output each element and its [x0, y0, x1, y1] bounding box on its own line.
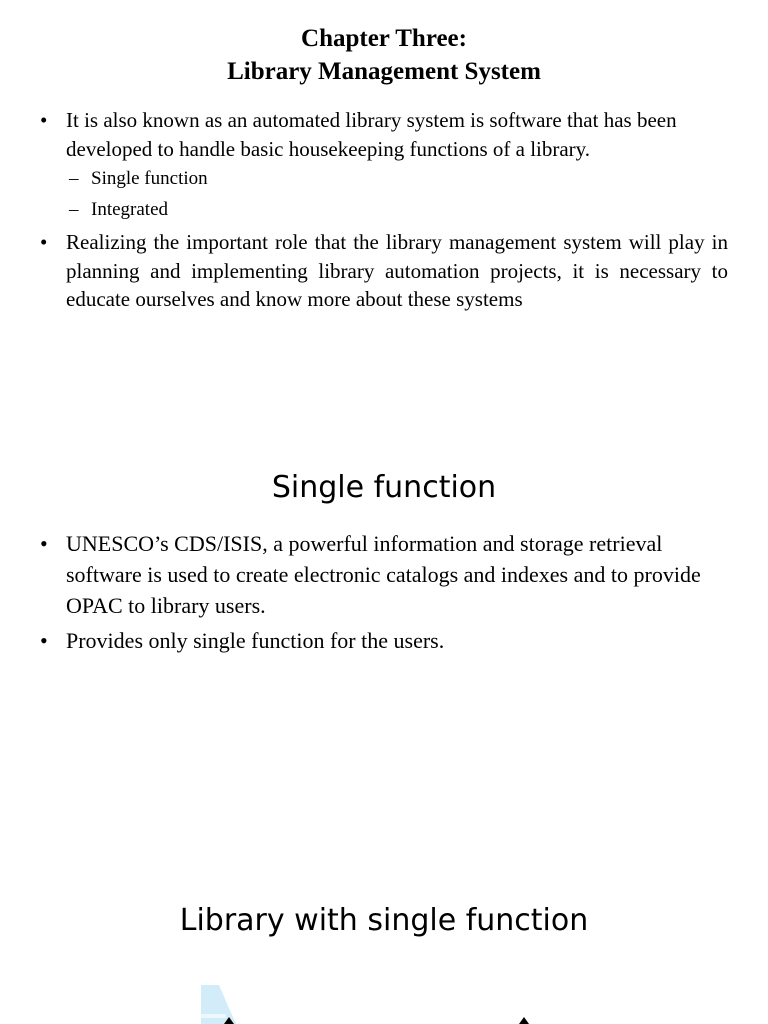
- sub-bullet-text: Single function: [91, 168, 208, 189]
- slide-2-bullet-list: [40, 528, 728, 660]
- bullet-text: It is also known as an automated library system is software that has been developed to handle basic housekeeping functions of a library.: [66, 108, 677, 161]
- library-single-function-heading: Library with single function: [179, 903, 589, 938]
- bullet-marker: •: [40, 628, 48, 653]
- bullet-item: [40, 625, 728, 656]
- dash-marker: –: [69, 199, 79, 220]
- bullet-text: Realizing the important role that the library management system will play in planning and implementing library automation projects, it is necessary to educate ourselves and know more about these systems: [66, 230, 728, 311]
- chapter-title-line-2: Library Management System: [227, 58, 541, 85]
- dash-marker: –: [69, 168, 79, 189]
- bullet-text: UNESCO’s CDS/ISIS, a powerful information and storage retrieval software is used to create electronic catalogs and indexes and to provide OPAC to library users.: [66, 531, 701, 618]
- chapter-title: [0, 22, 768, 88]
- diagram-light-blue-shape: [201, 985, 236, 1024]
- single-function-heading: Single function: [271, 470, 497, 505]
- slide-1-bullet-list: [40, 106, 728, 317]
- bullet-marker: •: [40, 230, 48, 254]
- chapter-title-line-1: Chapter Three:: [301, 25, 467, 52]
- bullet-marker: •: [40, 531, 48, 556]
- diagram-arrow-tip-right: [519, 1017, 529, 1024]
- diagram-fragment: [198, 984, 538, 1024]
- bullet-item: [40, 528, 728, 621]
- bullet-item: [40, 106, 728, 163]
- sub-bullet-item: [40, 197, 728, 223]
- bullet-item: [40, 228, 728, 314]
- bullet-marker: •: [40, 108, 48, 132]
- diagram-white-strip: [201, 1014, 226, 1018]
- sub-bullet-text: Integrated: [91, 199, 169, 220]
- sub-bullet-item: [40, 166, 728, 192]
- bullet-text: Provides only single function for the users.: [66, 628, 445, 653]
